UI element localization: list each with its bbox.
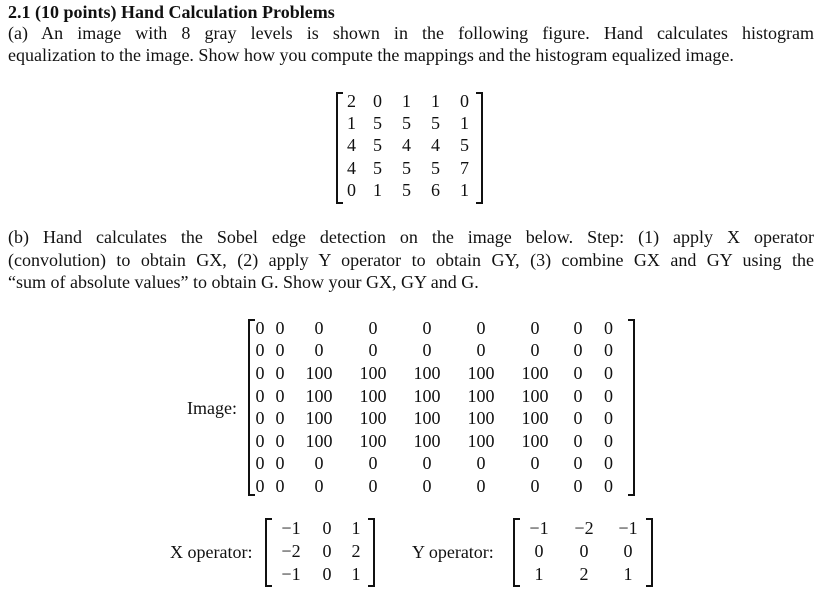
matrix-cell: 100 [305, 430, 333, 451]
matrix-cell: 0 [422, 340, 432, 361]
part-b-line-1: (b) Hand calculates the Sobel edge detection on the image below. Step: (1) apply X operator [8, 227, 814, 247]
matrix-cell: 0 [275, 362, 285, 383]
matrix-cell: 2 [351, 541, 361, 561]
section-title: 2.1 (10 points) Hand Calculation Problems [8, 2, 335, 22]
matrix-row [269, 517, 371, 540]
matrix-cell: 5 [402, 113, 411, 134]
matrix-row [252, 407, 623, 430]
matrix-row [269, 563, 371, 586]
matrix-cell: 0 [476, 475, 486, 496]
matrix-cell: 100 [467, 385, 495, 406]
matrix-cell: 0 [573, 340, 583, 361]
matrix-cell: 100 [521, 430, 549, 451]
matrix-cell: 4 [402, 135, 411, 156]
matrix-cell: 0 [314, 340, 324, 361]
matrix-cell: 0 [530, 317, 540, 338]
matrix-cell: 100 [413, 408, 441, 429]
matrix-cell: 2 [347, 90, 356, 111]
matrix-cell: 7 [460, 157, 469, 178]
matrix-cell: 1 [347, 113, 356, 134]
matrix-cell: 0 [573, 430, 583, 451]
matrix-cell: 0 [368, 453, 378, 474]
matrix-cell: 0 [604, 408, 613, 429]
matrix-cell: 5 [373, 113, 382, 134]
matrix-cell: 4 [347, 157, 356, 178]
matrix-cell: 100 [359, 430, 387, 451]
matrix-cell: 4 [347, 135, 356, 156]
matrix-cell: 4 [431, 135, 440, 156]
matrix-row [340, 90, 479, 112]
matrix-cell: 5 [431, 157, 440, 178]
matrix-cell: 1 [351, 564, 361, 584]
matrix-cell: 100 [521, 362, 549, 383]
matrix-cell: 1 [402, 90, 411, 111]
matrix-cell: 0 [275, 453, 285, 474]
matrix-cell: −1 [529, 518, 549, 538]
matrix-cell: 100 [413, 385, 441, 406]
y-operator-label: Y operator: [412, 542, 494, 562]
matrix-row [340, 112, 479, 134]
matrix-cell: 1 [373, 180, 382, 201]
matrix-cell: −1 [281, 518, 301, 538]
matrix-row [252, 475, 623, 498]
matrix-cell: 1 [460, 113, 469, 134]
matrix-cell: 100 [413, 362, 441, 383]
matrix-row [517, 517, 649, 540]
matrix-cell: 0 [604, 475, 613, 496]
matrix-cell: 0 [573, 475, 583, 496]
matrix-cell: 0 [275, 340, 285, 361]
matrix-cell: 1 [534, 564, 544, 584]
matrix-cell: 100 [359, 408, 387, 429]
matrix-cell: 0 [604, 340, 613, 361]
matrix-cell: 0 [314, 475, 324, 496]
matrix-cell: 100 [305, 385, 333, 406]
matrix-row [340, 180, 479, 202]
matrix-cell: 5 [402, 180, 411, 201]
matrix-cell: 0 [255, 475, 265, 496]
image-matrix [248, 315, 635, 500]
matrix-row [252, 385, 623, 408]
matrix-cell: 0 [573, 317, 583, 338]
matrix-cell: 0 [573, 453, 583, 474]
matrix-cell: 0 [275, 408, 285, 429]
matrix-cell: 0 [314, 453, 324, 474]
matrix-cell: 1 [623, 564, 633, 584]
matrix-cell: 0 [255, 362, 265, 383]
gray-level-matrix [336, 90, 483, 206]
matrix-cell: 0 [368, 340, 378, 361]
part-b-line-2: (convolution) to obtain GX, (2) apply Y operator to obtain GY, (3) combine GX and GY using the [8, 250, 814, 270]
matrix-row [252, 453, 623, 476]
matrix-cell: 0 [422, 453, 432, 474]
matrix-cell: 0 [255, 453, 265, 474]
matrix-cell: 5 [402, 157, 411, 178]
matrix-cell: 0 [275, 475, 285, 496]
matrix-row [252, 317, 623, 340]
matrix-row [269, 540, 371, 563]
matrix-cell: 0 [573, 408, 583, 429]
matrix-cell: 0 [604, 317, 613, 338]
matrix-cell: 0 [604, 385, 613, 406]
matrix-cell: −1 [618, 518, 638, 538]
x-operator-label: X operator: [170, 542, 253, 562]
matrix-cell: 0 [368, 475, 378, 496]
matrix-cell: 0 [579, 541, 589, 561]
matrix-row [252, 362, 623, 385]
part-a-line-1: (a) An image with 8 gray levels is shown in the following figure. Hand calculates histogram [8, 23, 814, 43]
matrix-cell: 1 [351, 518, 361, 538]
matrix-cell: 0 [275, 430, 285, 451]
matrix-cell: 2 [579, 564, 589, 584]
matrix-cell: 100 [521, 408, 549, 429]
matrix-cell: 0 [275, 385, 285, 406]
matrix-cell: 1 [431, 90, 440, 111]
image-label: Image: [187, 398, 237, 418]
y-operator-table [517, 517, 649, 586]
image-table [252, 317, 623, 498]
matrix-cell: 5 [431, 113, 440, 134]
part-b-line-3: “sum of absolute values” to obtain G. Show your GX, GY and G. [8, 272, 479, 292]
y-operator-matrix [513, 514, 653, 590]
matrix-cell: 0 [476, 340, 486, 361]
matrix-cell: 0 [476, 317, 486, 338]
matrix-cell: 100 [305, 408, 333, 429]
matrix-cell: 0 [322, 518, 332, 538]
matrix-row [340, 135, 479, 157]
matrix-cell: 0 [368, 317, 378, 338]
matrix-cell: 0 [534, 541, 544, 561]
matrix-row [252, 340, 623, 363]
matrix-cell: 100 [359, 362, 387, 383]
matrix-cell: 0 [573, 385, 583, 406]
matrix-row [252, 430, 623, 453]
x-operator-table [269, 517, 371, 586]
matrix-cell: 0 [255, 317, 265, 338]
matrix-cell: 0 [604, 453, 613, 474]
matrix-cell: 100 [413, 430, 441, 451]
matrix-cell: 1 [460, 180, 469, 201]
matrix-cell: 0 [623, 541, 633, 561]
matrix-cell: 0 [604, 362, 613, 383]
matrix-cell: 100 [521, 385, 549, 406]
part-a-line-2: equalization to the image. Show how you compute the mappings and the histogram equalized image. [8, 45, 734, 65]
matrix-cell: 0 [373, 90, 382, 111]
matrix-cell: 0 [422, 317, 432, 338]
matrix-cell: 6 [431, 180, 440, 201]
matrix-cell: 0 [604, 430, 613, 451]
matrix-cell: 0 [314, 317, 324, 338]
matrix-cell: −2 [281, 541, 301, 561]
matrix-cell: −2 [574, 518, 594, 538]
matrix-cell: 0 [347, 180, 356, 201]
matrix-cell: 100 [467, 430, 495, 451]
matrix-cell: 5 [460, 135, 469, 156]
matrix-cell: 0 [573, 362, 583, 383]
matrix-cell: 100 [467, 362, 495, 383]
matrix-cell: 100 [305, 362, 333, 383]
matrix-cell: 0 [255, 385, 265, 406]
matrix-cell: 0 [322, 564, 332, 584]
matrix-cell: 0 [476, 453, 486, 474]
matrix-cell: 5 [373, 157, 382, 178]
matrix-row [340, 157, 479, 179]
matrix-cell: 0 [422, 475, 432, 496]
gray-level-table [340, 90, 479, 202]
matrix-cell: 0 [530, 475, 540, 496]
matrix-cell: 100 [467, 408, 495, 429]
matrix-row [517, 540, 649, 563]
matrix-cell: 0 [322, 541, 332, 561]
matrix-cell: 0 [255, 430, 265, 451]
matrix-cell: 0 [275, 317, 285, 338]
matrix-row [517, 563, 649, 586]
x-operator-matrix [265, 514, 375, 590]
matrix-cell: 0 [460, 90, 469, 111]
matrix-cell: −1 [281, 564, 301, 584]
matrix-cell: 0 [255, 408, 265, 429]
matrix-cell: 0 [530, 340, 540, 361]
matrix-cell: 0 [530, 453, 540, 474]
matrix-cell: 5 [373, 135, 382, 156]
matrix-cell: 0 [255, 340, 265, 361]
matrix-cell: 100 [359, 385, 387, 406]
